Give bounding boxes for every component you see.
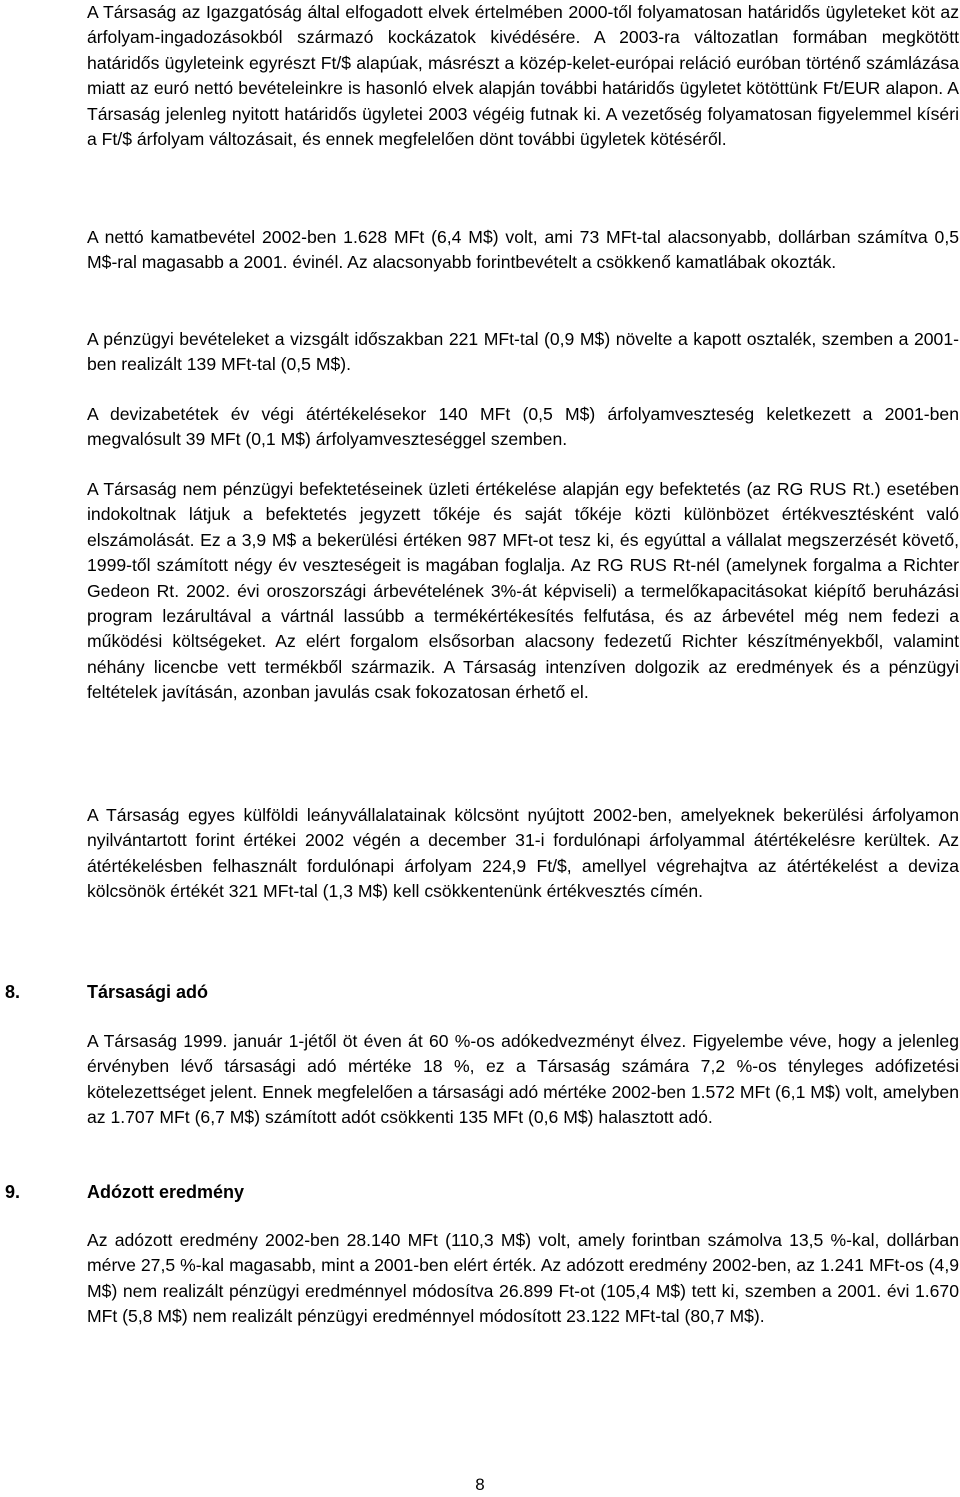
paragraph-corporate-tax: A Társaság 1999. január 1-jétől öt éven át 60 %-os adókedvezményt élvez. Figyelembe véve, hogy a jelenleg érvényben lévő társasági adó mértéke 18 %, ez a Társaság számára 7,2 %-os tényleges adófizetési kötelezettséget jelent. Ennek megfelelően a társasági adó mértéke 2002-ben 1.572 MFt (6,1 M$) volt, amelyben az 1.707 MFt (6,7 M$) számított adót csökkenti 135 MFt (0,6 M$) halasztott adó. xyxy=(87,1031,959,1128)
paragraph-financial-income: A pénzügyi bevételeket a vizsgált időszakban 221 MFt-tal (0,9 M$) növelte a kapott osztalék, szemben a 2001-ben realizált 139 MFt-tal (0,5 M$). xyxy=(87,329,959,375)
section-title: Társasági adó xyxy=(87,982,209,1002)
paragraph-net-interest: A nettó kamatbevétel 2002-ben 1.628 MFt (6,4 M$) volt, ami 73 MFt-tal alacsonyabb, dollárban számítva 0,5 M$-ral magasabb a 2001. évinél. Az alacsonyabb forintbevételt a csökkenő kamatlábak okozták. xyxy=(87,227,959,273)
section-number: 9. xyxy=(5,1182,21,1202)
section-heading-corporate-tax xyxy=(0,979,960,1005)
paragraph-rg-rus-investment: A Társaság nem pénzügyi befektetéseinek üzleti értékelése alapján egy befektetés (az RG RUS Rt.) esetében indokoltnak látjuk a befektetés jegyzett tőkéje és saját tőkéje közti különbözet értékvesztésként való elszámolását. Ez a 3,9 M$ a bekerülési értéken 987 MFt-ot tesz ki, és egyúttal a vállalat megszerzését követő, 1999-től számított négy év veszteségeit is magában foglalja. Az RG RUS Rt-nél (amelynek forgalma a Richter Gedeon Rt. 2002. évi oroszországi árbevételének 3%-át képviseli) a termelőkapacitásokat kiépítő beruházási program lezárultával a vártnál lassúbb a termékértékesítés felfutása, és az árbevétel még nem fedezi a működési költségeket. Az elért forgalom elsősorban alacsony fedezetű Richter készítményekből, valamint néhány licencbe vett termékből származik. A Társaság intenzíven dolgozik az eredmények és a pénzügyi feltételek javításán, azonban javulás csak fokozatosan érhető el. xyxy=(87,479,959,703)
section-heading-net-income xyxy=(0,1179,960,1205)
paragraph-net-income: Az adózott eredmény 2002-ben 28.140 MFt (110,3 M$) volt, amely forintban számolva 13,5 %-kal, dollárban mérve 27,5 %-kal magasabb, mint a 2001-ben elért érték. Az adózott eredmény 2002-ben, az 1.241 MFt-os (4,9 M$) nem realizált pénzügyi eredménnyel módosítva 26.899 Ft-ot (105,4 M$) tett ki, szemben a 2001. évi 1.670 MFt (5,8 M$) nem realizált pénzügyi eredménnyel módosított 23.122 MFt-tal (80,7 M$). xyxy=(87,1230,959,1327)
section-number: 8. xyxy=(5,982,21,1002)
section-title: Adózott eredmény xyxy=(87,1182,245,1202)
paragraph-subsidiary-loans: A Társaság egyes külföldi leányvállalatainak kölcsönt nyújtott 2002-ben, amelyeknek bekerülési árfolyamon nyilvántartott forint értékei 2002 végén a december 31-i fordulónapi árfolyammal átértékelésre kerültek. Az átértékelésben felhasznált fordulónapi árfolyam 224,9 Ft/$, amellyel végrehajtva az átértékelést a deviza kölcsönök értékét 321 MFt-tal (1,3 M$) kell csökkentenünk értékvesztés címén. xyxy=(87,805,959,902)
page-number: 8 xyxy=(475,1475,485,1494)
paragraph-deposit-revaluation: A devizabetétek év végi átértékelésekor 140 MFt (0,5 M$) árfolyamveszteség keletkezett a 2001-ben megvalósult 39 MFt (0,1 M$) árfolyamveszteséggel szemben. xyxy=(87,404,959,450)
paragraph-hedging: A Társaság az Igazgatóság által elfogadott elvek értelmében 2000-től folyamatosan határidős ügyleteket köt az árfolyam-ingadozásokból származó kockázatok kivédésére. A 2003-ra változatlan formában megkötött határidős ügyleteink egyrészt Ft/$ alapúak, másrészt a közép-kelet-európai reláció euróban történő számlázása miatt az euró nettó bevételeinkre is hasonló elvek alapján további határidős ügyletet kötöttünk Ft/EUR alapon. A Társaság jelenleg nyitott határidős ügyletei 2003 végéig futnak ki. A vezetőség folyamatosan figyelemmel kíséri a Ft/$ árfolyam változásait, és ennek megfelelően dönt további ügyletek kötéséről. xyxy=(87,2,959,150)
